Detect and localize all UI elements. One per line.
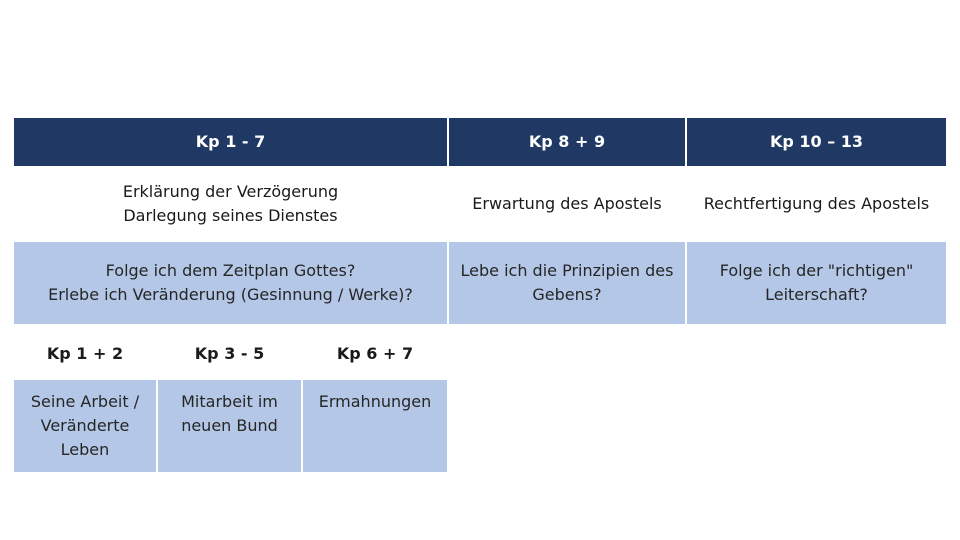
header-kp-1-7 [14, 118, 447, 166]
header-kp-8-9-label: Kp 8 + 9 [528, 132, 606, 151]
subcell-kp-3-5: Mitarbeit im neuen Bund [158, 380, 301, 472]
header-kp-8-9 [449, 118, 685, 166]
subcell-kp-6-7: Ermahnungen [303, 380, 447, 472]
header-kp-1-7-label: Kp 1 - 7 [195, 132, 266, 151]
question-kp-10-13: Folge ich der "richtigen" Leiterschaft? [687, 242, 946, 324]
subheader-kp-6-7: Kp 6 + 7 [303, 330, 447, 378]
subheader-kp-3-5: Kp 3 - 5 [158, 330, 301, 378]
subheader-kp-1-2: Kp 1 + 2 [14, 330, 156, 378]
subcell-kp-1-2: Seine Arbeit / Veränderte Leben [14, 380, 156, 472]
topic-kp-8-9: Erwartung des Apostels [449, 168, 685, 240]
question-kp-1-7: Folge ich dem Zeitplan Gottes? Erlebe ich Veränderung (Gesinnung / Werke)? [14, 242, 447, 324]
header-kp-10-13-label: Kp 10 – 13 [769, 132, 864, 151]
topic-kp-10-13: Rechtfertigung des Apostels [687, 168, 946, 240]
topic-kp-1-7: Erklärung der Verzögerung Darlegung seines Dienstes [14, 168, 447, 240]
question-kp-8-9: Lebe ich die Prinzipien des Gebens? [449, 242, 685, 324]
header-kp-10-13 [687, 118, 946, 166]
